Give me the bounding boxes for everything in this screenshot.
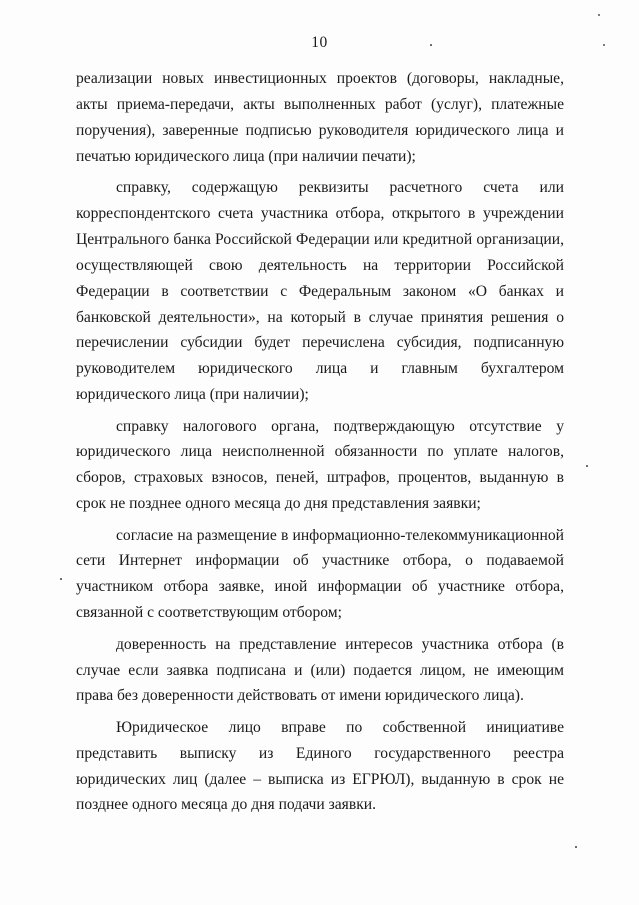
scan-speck [603, 44, 605, 46]
scan-speck [575, 846, 577, 848]
scan-speck [586, 465, 588, 467]
paragraph-publication-consent: согласие на размещение в информационно-телекоммуникационной сети Интернет информации об участнике отбора, о подаваемой участником отбора заявке, иной информации об участнике отбора, связанной с соответствующим отбором; [76, 526, 564, 622]
paragraph-tax-certificate: справку налогового органа, подтверждающую отсутствие у юридического лица неисполненной обязанности по уплате налогов, сборов, страховых взносов, пеней, штрафов, процентов, выданную в срок не позднее одного месяца до дня представления заявки; [76, 417, 564, 513]
paragraph-bank-account-certificate: справку, содержащую реквизиты расчетного счета или корреспондентского счета участника отбора, открытого в учреждении Центрального банка Российской Федерации или кредитной организации, осуществляющей свою деятельность на территории Российской Федерации в соответствии с Федеральным законом «О банках и банковской деятельности», на который в случае принятия решения о перечислении субсидии будет перечислена субсидия, подписанную руководителем юридического лица и главным бухгалтером юридического лица (при наличии); [76, 179, 564, 404]
paragraph-documents-list-end: реализации новых инвестиционных проектов (договоры, накладные, акты приема-передачи, акты выполненных работ (услуг), платежные поручения), заверенные подписью руководителя юридического лица и печатью юридического лица (при наличии печати); [76, 70, 564, 165]
paragraph-power-of-attorney: доверенность на представление интересов участника отбора (в случае если заявка подписана и (или) подается лицом, не имеющим права без доверенности действовать от имени юридического лица). [76, 635, 564, 705]
scan-speck [60, 578, 62, 580]
paragraph-egrul-extract: Юридическое лицо вправе по собственной инициативе представить выписку из Единого государственного реестра юридических лиц (далее – выписка из ЕГРЮЛ), выданную в срок не позднее одного месяца до дня подачи заявки. [76, 718, 564, 814]
page-number: 10 [311, 34, 328, 51]
scan-speck [430, 44, 432, 46]
scan-speck [598, 14, 600, 16]
document-body [76, 66, 564, 824]
